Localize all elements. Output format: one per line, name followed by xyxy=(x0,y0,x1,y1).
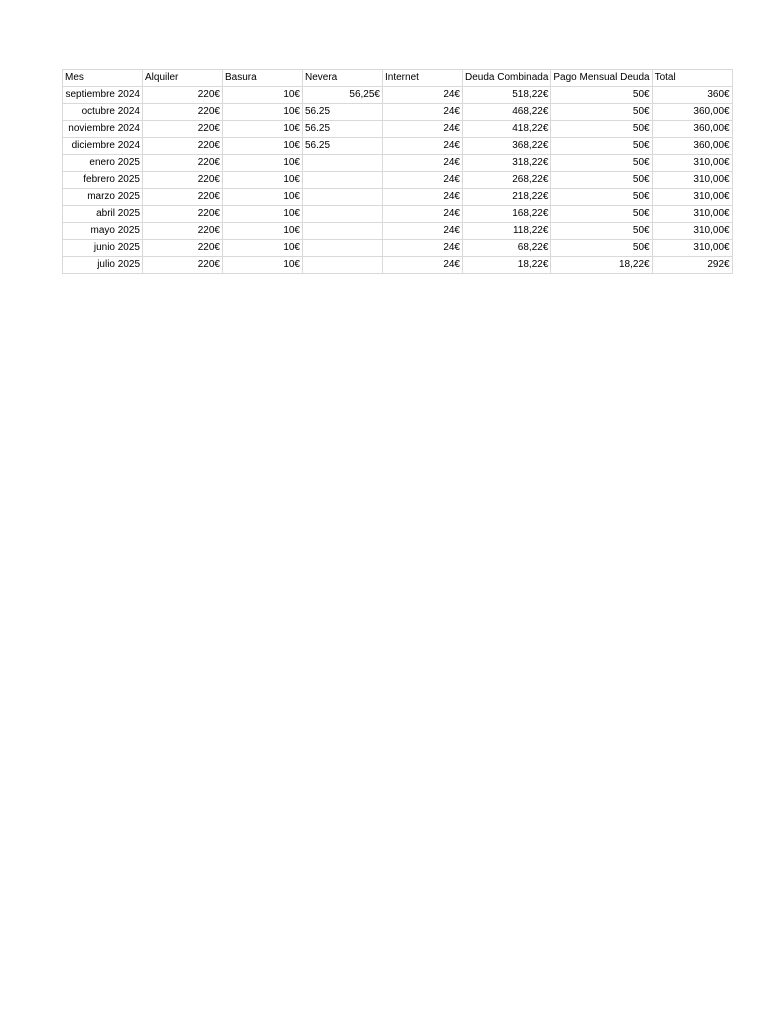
table-row xyxy=(63,223,733,240)
cell-pago-mensual: 50€ xyxy=(551,155,652,172)
cell-total: 310,00€ xyxy=(652,155,732,172)
cell-total: 360,00€ xyxy=(652,121,732,138)
cell-alquiler: 220€ xyxy=(143,155,223,172)
cell-pago-mensual: 50€ xyxy=(551,104,652,121)
header-cell-alquiler: Alquiler xyxy=(143,70,223,87)
cell-pago-mensual: 50€ xyxy=(551,223,652,240)
cell-deuda-combinada: 218,22€ xyxy=(463,189,551,206)
cell-total: 310,00€ xyxy=(652,240,732,257)
cell-nevera: 56.25 xyxy=(303,121,383,138)
header-row xyxy=(63,70,733,87)
cell-pago-mensual: 50€ xyxy=(551,240,652,257)
cell-nevera: 56,25€ xyxy=(303,87,383,104)
cell-mes: junio 2025 xyxy=(63,240,143,257)
header-cell-total: Total xyxy=(652,70,732,87)
cell-mes: julio 2025 xyxy=(63,257,143,274)
cell-basura: 10€ xyxy=(223,206,303,223)
cell-internet: 24€ xyxy=(383,223,463,240)
header-cell-internet: Internet xyxy=(383,70,463,87)
cell-basura: 10€ xyxy=(223,121,303,138)
cell-mes: noviembre 2024 xyxy=(63,121,143,138)
cell-pago-mensual: 50€ xyxy=(551,206,652,223)
cell-mes: enero 2025 xyxy=(63,155,143,172)
table-row xyxy=(63,155,733,172)
cell-basura: 10€ xyxy=(223,257,303,274)
cell-internet: 24€ xyxy=(383,121,463,138)
cell-alquiler: 220€ xyxy=(143,121,223,138)
table-row xyxy=(63,104,733,121)
cell-alquiler: 220€ xyxy=(143,240,223,257)
cell-alquiler: 220€ xyxy=(143,172,223,189)
cell-total: 292€ xyxy=(652,257,732,274)
cell-alquiler: 220€ xyxy=(143,223,223,240)
cell-basura: 10€ xyxy=(223,138,303,155)
cell-deuda-combinada: 318,22€ xyxy=(463,155,551,172)
cell-alquiler: 220€ xyxy=(143,206,223,223)
cell-total: 360,00€ xyxy=(652,104,732,121)
cell-total: 310,00€ xyxy=(652,223,732,240)
cell-nevera: 56.25 xyxy=(303,138,383,155)
cell-internet: 24€ xyxy=(383,240,463,257)
cell-internet: 24€ xyxy=(383,257,463,274)
cell-nevera: 56.25 xyxy=(303,104,383,121)
cell-total: 360,00€ xyxy=(652,138,732,155)
cell-alquiler: 220€ xyxy=(143,189,223,206)
table-row xyxy=(63,189,733,206)
cell-pago-mensual: 50€ xyxy=(551,189,652,206)
cell-internet: 24€ xyxy=(383,87,463,104)
cell-nevera xyxy=(303,189,383,206)
cell-internet: 24€ xyxy=(383,189,463,206)
cell-basura: 10€ xyxy=(223,240,303,257)
header-cell-basura: Basura xyxy=(223,70,303,87)
cell-nevera xyxy=(303,155,383,172)
cell-pago-mensual: 50€ xyxy=(551,121,652,138)
cell-basura: 10€ xyxy=(223,155,303,172)
cell-alquiler: 220€ xyxy=(143,138,223,155)
cell-alquiler: 220€ xyxy=(143,257,223,274)
cell-nevera xyxy=(303,172,383,189)
cell-mes: octubre 2024 xyxy=(63,104,143,121)
cell-total: 310,00€ xyxy=(652,172,732,189)
cell-nevera xyxy=(303,223,383,240)
expense-table xyxy=(62,69,733,274)
header-cell-deuda-combinada: Deuda Combinada xyxy=(463,70,551,87)
cell-total: 310,00€ xyxy=(652,189,732,206)
cell-pago-mensual: 50€ xyxy=(551,172,652,189)
table-row xyxy=(63,240,733,257)
cell-internet: 24€ xyxy=(383,155,463,172)
cell-deuda-combinada: 368,22€ xyxy=(463,138,551,155)
cell-basura: 10€ xyxy=(223,87,303,104)
cell-internet: 24€ xyxy=(383,206,463,223)
header-cell-pago-mensual: Pago Mensual Deuda xyxy=(551,70,652,87)
cell-basura: 10€ xyxy=(223,172,303,189)
cell-mes: septiembre 2024 xyxy=(63,87,143,104)
table-row xyxy=(63,206,733,223)
cell-total: 360€ xyxy=(652,87,732,104)
cell-alquiler: 220€ xyxy=(143,104,223,121)
table-row xyxy=(63,138,733,155)
table-row xyxy=(63,257,733,274)
cell-alquiler: 220€ xyxy=(143,87,223,104)
cell-mes: mayo 2025 xyxy=(63,223,143,240)
cell-deuda-combinada: 518,22€ xyxy=(463,87,551,104)
cell-nevera xyxy=(303,257,383,274)
cell-nevera xyxy=(303,206,383,223)
cell-internet: 24€ xyxy=(383,138,463,155)
cell-total: 310,00€ xyxy=(652,206,732,223)
table-row xyxy=(63,87,733,104)
header-cell-mes: Mes xyxy=(63,70,143,87)
cell-basura: 10€ xyxy=(223,223,303,240)
cell-internet: 24€ xyxy=(383,172,463,189)
cell-pago-mensual: 50€ xyxy=(551,87,652,104)
cell-pago-mensual: 50€ xyxy=(551,138,652,155)
cell-basura: 10€ xyxy=(223,104,303,121)
cell-deuda-combinada: 468,22€ xyxy=(463,104,551,121)
cell-deuda-combinada: 68,22€ xyxy=(463,240,551,257)
cell-deuda-combinada: 268,22€ xyxy=(463,172,551,189)
cell-deuda-combinada: 118,22€ xyxy=(463,223,551,240)
cell-pago-mensual: 18,22€ xyxy=(551,257,652,274)
cell-nevera xyxy=(303,240,383,257)
cell-basura: 10€ xyxy=(223,189,303,206)
cell-mes: abril 2025 xyxy=(63,206,143,223)
cell-internet: 24€ xyxy=(383,104,463,121)
cell-mes: diciembre 2024 xyxy=(63,138,143,155)
table-row xyxy=(63,172,733,189)
cell-deuda-combinada: 18,22€ xyxy=(463,257,551,274)
header-cell-nevera: Nevera xyxy=(303,70,383,87)
cell-deuda-combinada: 418,22€ xyxy=(463,121,551,138)
cell-mes: marzo 2025 xyxy=(63,189,143,206)
cell-deuda-combinada: 168,22€ xyxy=(463,206,551,223)
cell-mes: febrero 2025 xyxy=(63,172,143,189)
table-row xyxy=(63,121,733,138)
